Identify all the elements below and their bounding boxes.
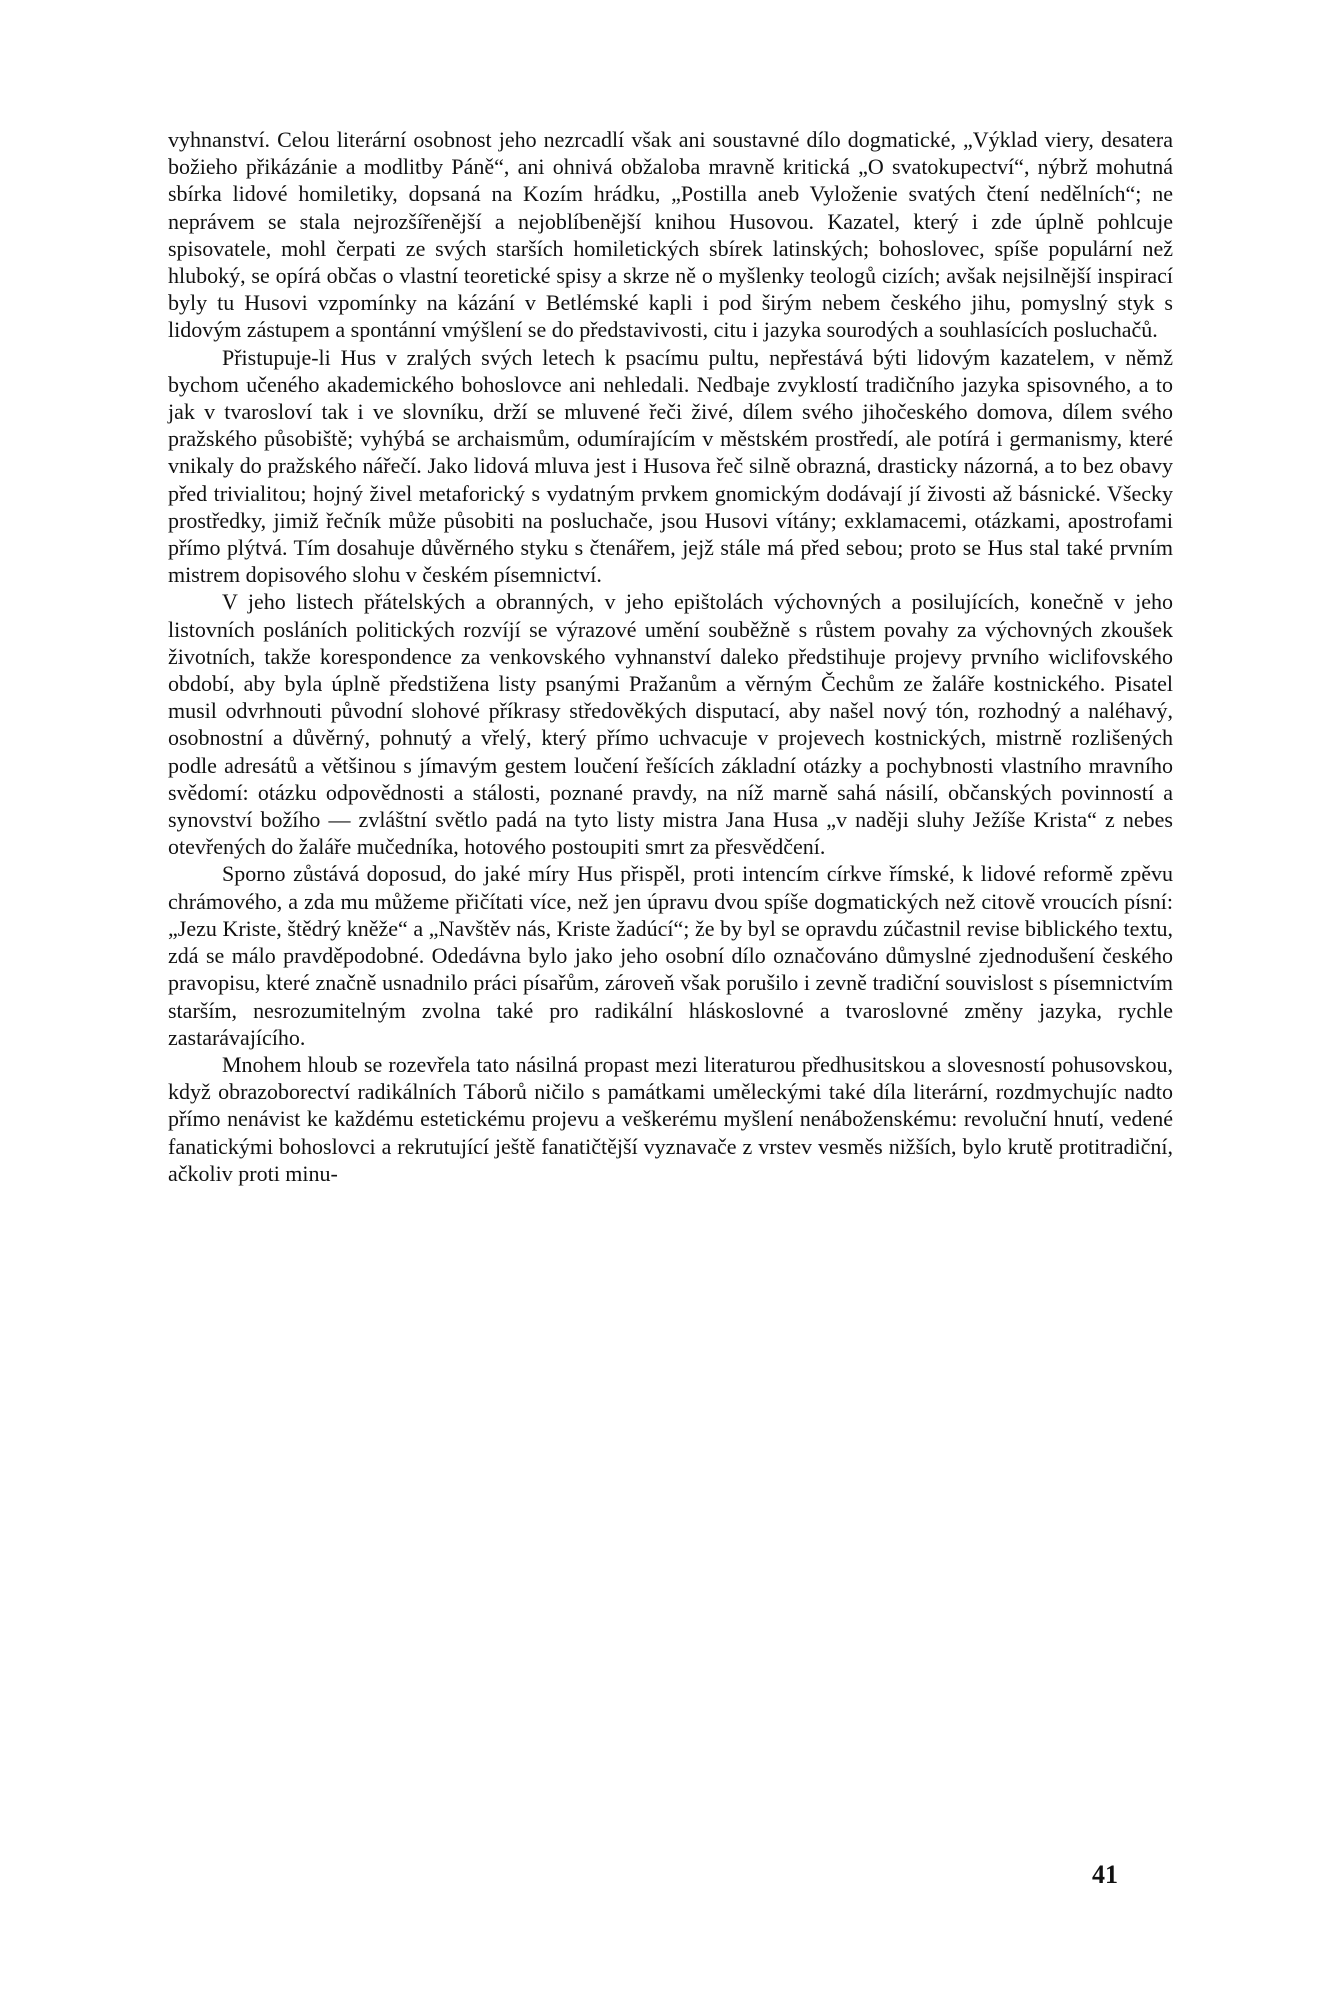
paragraph: Sporno zůstává doposud, do jaké míry Hus přispěl, proti intencím církve římské, k lidové reformě zpěvu chrámového, a zda mu můžeme přičítati více, než jen úpravu dvou spíše dogmatických než citově vroucích písní: „Jezu Kriste, štědrý kněže“ a „Navštěv nás, Kriste žadúcí“; že by byl se opravdu zúčastnil revise biblického textu, zdá se málo pravděpodobné. Odedávna bylo jako jeho osobní dílo označováno důmyslné zjednodušení českého pravopisu, které značně usnadnilo práci písařům, zároveň však porušilo i zevně tradiční souvislost s písemnictvím starším, nesrozumitelným zvolna také pro radikální hláskoslovné a tvaroslovné změny jazyka, rychle zastarávajícího. bbox=[168, 861, 1173, 1050]
paragraph: Mnohem hloub se rozevřela tato násilná propast mezi literaturou předhusitskou a slovesností pohusovskou, když obrazoborectví radikálních Táborů ničilo s památkami uměleckými také díla literární, rozdmychujíc nadto přímo nenávist ke každému estetickému projevu a veškerému myšlení nenáboženskému: revoluční hnutí, vedené fanatickými bohoslovci a rekrutující ještě fanatičtější vyznavače z vrstev vesměs nižších, bylo krutě protitradiční, ačkoliv proti minu- bbox=[168, 1051, 1173, 1186]
body-text bbox=[168, 126, 1173, 1187]
paragraph: V jeho listech přátelských a obranných, v jeho epištolách výchovných a posilujících, konečně v jeho listovních posláních politických rozvíjí se výrazové umění souběžně s růstem povahy za výchovných zkoušek životních, takže korespondence za venkovského vyhnanství daleko předstihuje projevy prvního wiclifovského období, aby byla úplně předstižena listy psanými Pražanům a věrným Čechům ze žaláře kostnického. Pisatel musil odvrhnouti původní slohové příkrasy středověkých disputací, aby našel nový tón, rozhodný a naléhavý, osobnostní a důvěrný, pohnutý a vřelý, který přímo uchvacuje v projevech kostnických, mistrně rozlišených podle adresátů a většinou s jímavým gestem loučení řešících základní otázky a pochybnosti vlastního mravního svědomí: otázku odpovědnosti a stálosti, poznané pravdy, na níž marně sahá násilí, občanských povinností a synovství božího — zvláštní světlo padá na tyto listy mistra Jana Husa „v naději sluhy Ježíše Krista“ z nebes otevřených do žaláře mučedníka, hotového postoupiti smrt za přesvědčení. bbox=[168, 589, 1173, 860]
paragraph: vyhnanství. Celou literární osobnost jeho nezrcadlí však ani soustavné dílo dogmatické, „Výklad viery, desatera božieho přikázánie a modlitby Páně“, ani ohnivá obžaloba mravně kritická „O svatokupectví“, nýbrž mohutná sbírka lidové homiletiky, dopsaná na Kozím hrádku, „Postilla aneb Vyloženie svatých čtení nedělních“; ne neprávem se stala nejrozšířenější a nejoblíbenější knihou Husovou. Kazatel, který i zde úplně pohlcuje spisovatele, mohl čerpati ze svých starších homiletických sbírek latinských; bohoslovec, spíše populární než hluboký, se opírá občas o vlastní teoretické spisy a skrze ně o myšlenky teologů cizích; avšak nejsilnější inspirací byly tu Husovi vzpomínky na kázání v Betlémské kapli i pod širým nebem českého jihu, pomyslný styk s lidovým zástupem a spontánní vmýšlení se do představivosti, citu i jazyka sourodých a souhlasících posluchačů. bbox=[168, 127, 1173, 343]
page-number: 41 bbox=[1092, 1860, 1118, 1889]
paragraph: Přistupuje-li Hus v zralých svých letech k psacímu pultu, nepřestává býti lidovým kazatelem, v němž bychom učeného akademického bohoslovce ani nehledali. Nedbaje zvyklostí tradičního jazyka spisovného, a to jak v tvarosloví tak i ve slovníku, drží se mluvené řeči živé, dílem svého jihočeského domova, dílem svého pražského působiště; vyhýbá se archaismům, odumírajícím v městském prostředí, ale potírá i germanismy, které vnikaly do pražského nářečí. Jako lidová mluva jest i Husova řeč silně obrazná, drasticky názorná, a to bez obavy před trivialitou; hojný živel metaforický s vydatným prvkem gnomickým dodávají jí živosti až básnické. Všecky prostředky, jimiž řečník může působiti na posluchače, jsou Husovi vítány; exklamacemi, otázkami, apostrofami přímo plýtvá. Tím dosahuje důvěrného styku s čtenářem, jejž stále má před sebou; proto se Hus stal také prvním mistrem dopisového slohu v českém písemnictví. bbox=[168, 344, 1173, 588]
